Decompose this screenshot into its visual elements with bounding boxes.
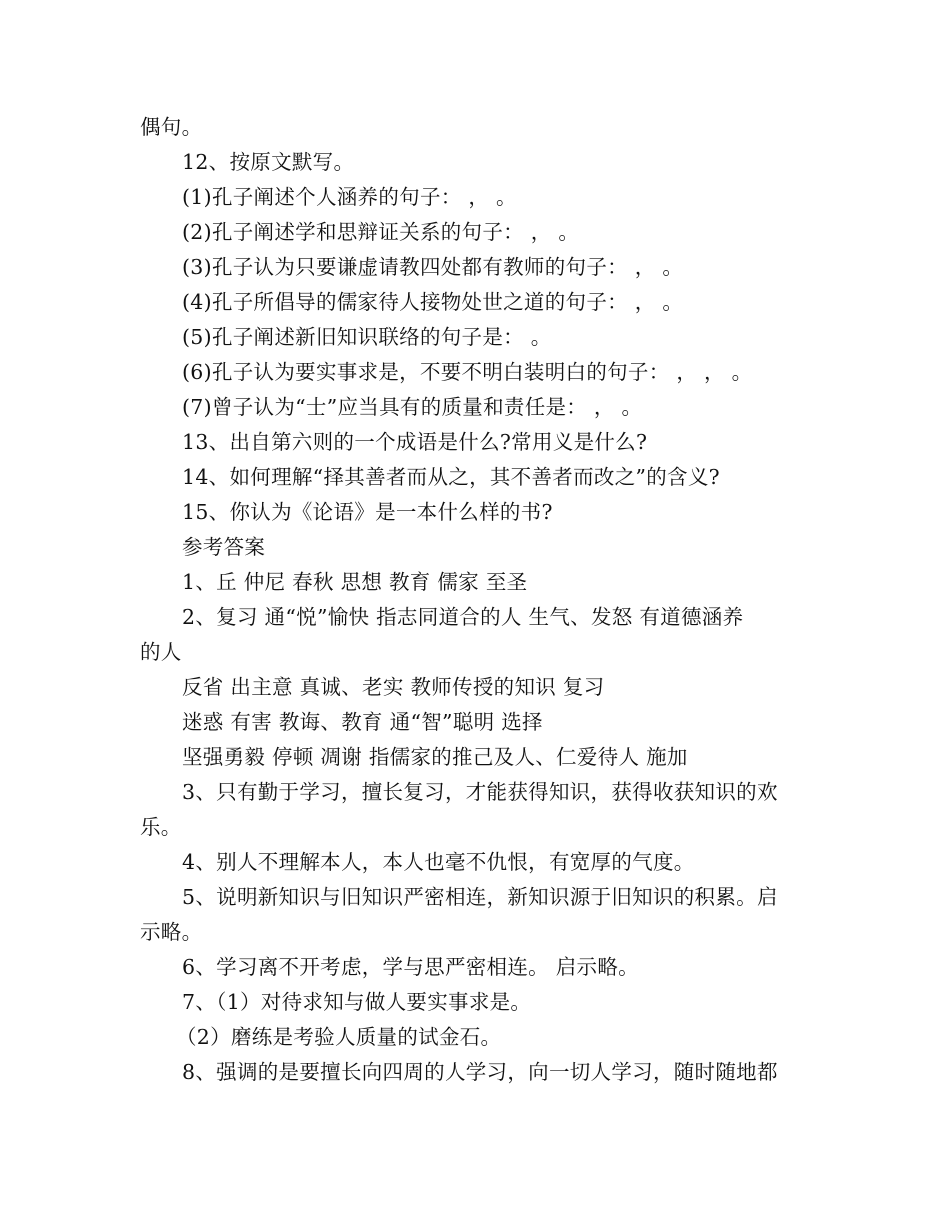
answer-2-continued: 的人 <box>140 640 182 664</box>
answer-2-line-2: 反省 出主意 真诚、老实 教师传授的知识 复习 <box>182 675 605 699</box>
answer-2: 2、复习 通“悦”愉快 指志同道合的人 生气、发怒 有道德涵养 <box>182 605 744 629</box>
question-13: 13、出自第六则的一个成语是什么?常用义是什么? <box>182 430 648 454</box>
question-12-item-6: (6)孔子认为要实事求是，不要不明白装明白的句子： ， ， 。 <box>182 360 753 384</box>
question-14: 14、如何理解“择其善者而从之，其不善者而改之”的含义? <box>182 465 720 489</box>
answer-5: 5、说明新知识与旧知识严密相连，新知识源于旧知识的积累。启 <box>182 885 778 909</box>
answer-3: 3、只有勤于学习，擅长复习，才能获得知识，获得收获知识的欢 <box>182 780 778 804</box>
answer-6: 6、学习离不开考虑，学与思严密相连。 启示略。 <box>182 955 639 979</box>
answer-7-part-2: （2）磨练是考验人质量的试金石。 <box>176 1025 502 1049</box>
answer-1: 1、丘 仲尼 春秋 思想 教育 儒家 至圣 <box>182 570 528 594</box>
question-12-item-1: (1)孔子阐述个人涵养的句子： ， 。 <box>182 185 517 209</box>
answer-4: 4、别人不理解本人，本人也毫不仇恨，有宽厚的气度。 <box>182 850 695 874</box>
answers-heading: 参考答案 <box>182 535 266 559</box>
question-12: 12、按原文默写。 <box>182 150 355 174</box>
document-body <box>140 110 812 1090</box>
answer-3-continued: 乐。 <box>140 815 182 839</box>
answer-8: 8、强调的是要擅长向四周的人学习，向一切人学习，随时随地都 <box>182 1060 778 1084</box>
answer-5-continued: 示略。 <box>140 920 203 944</box>
question-12-item-7: (7)曾子认为“士”应当具有的质量和责任是： ， 。 <box>182 395 643 419</box>
answer-2-line-4: 坚强勇毅 停顿 凋谢 指儒家的推己及人、仁爱待人 施加 <box>182 745 688 769</box>
question-12-item-3: (3)孔子认为只要谦虚请教四处都有教师的句子： ， 。 <box>182 255 684 279</box>
question-12-item-5: (5)孔子阐述新旧知识联络的句子是： 。 <box>182 325 552 349</box>
answer-7-part-1: 7、（1）对待求知与做人要实事求是。 <box>182 990 532 1014</box>
text-line: 偶句。 <box>140 115 203 139</box>
question-15: 15、你认为《论语》是一本什么样的书? <box>182 500 553 524</box>
question-12-item-2: (2)孔子阐述学和思辩证关系的句子： ， 。 <box>182 220 580 244</box>
question-12-item-4: (4)孔子所倡导的儒家待人接物处世之道的句子： ， 。 <box>182 290 684 314</box>
answer-2-line-3: 迷惑 有害 教诲、教育 通“智”聪明 选择 <box>182 710 543 734</box>
